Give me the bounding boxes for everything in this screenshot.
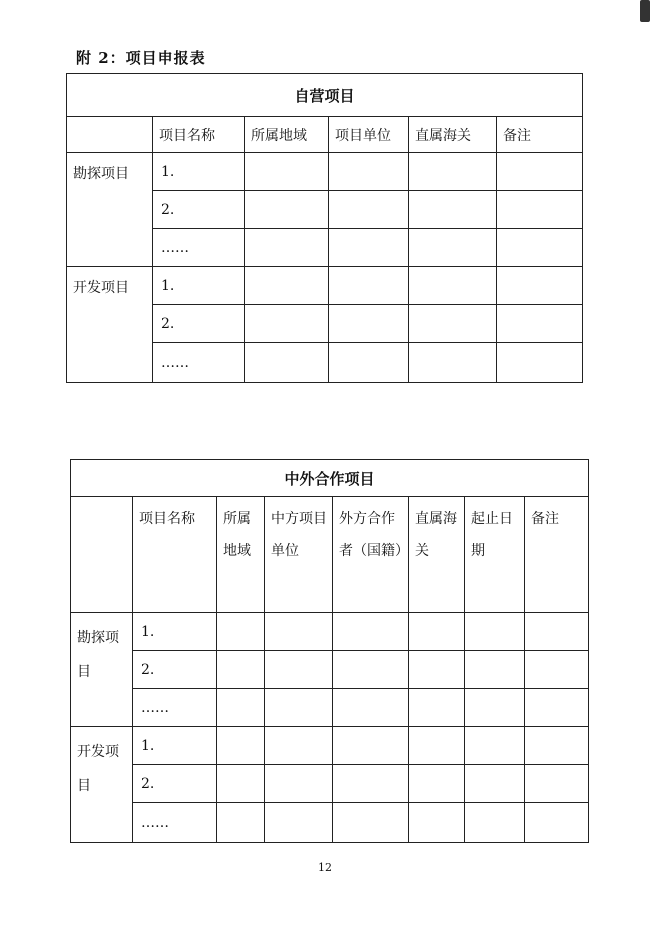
self-operated-projects-table [66,73,583,383]
table-row [71,613,589,651]
table2-item-number: 1. [133,727,217,765]
table2-category-development: 开发项目 [71,727,133,843]
table2-header-project-name: 项目名称 [133,497,217,613]
table1-category-exploration: 勘探项目 [67,153,153,267]
table1-header-region: 所属地域 [245,117,329,153]
table-row [71,727,589,765]
table2-header-region: 所属地域 [217,497,265,613]
table1-corner-cell [67,117,153,153]
table-row [71,689,589,727]
table-row [71,765,589,803]
table1-header-customs: 直属海关 [409,117,497,153]
table1-item-ellipsis: …… [153,229,245,267]
table2-item-number: 1. [133,613,217,651]
table-row [71,651,589,689]
table2-header-foreign-partner: 外方合作者（国籍） [333,497,409,613]
table1-item-number: 1. [153,153,245,191]
table-row [71,803,589,843]
table2-item-number: 2. [133,765,217,803]
table2-title: 中外合作项目 [71,460,589,497]
table1-item-number: 2. [153,305,245,343]
table1-category-development: 开发项目 [67,267,153,383]
table1-header-unit: 项目单位 [329,117,409,153]
table-row [67,153,583,191]
table2-header-dates: 起止日期 [465,497,525,613]
table1-title: 自营项目 [67,74,583,117]
table2-header-remarks: 备注 [525,497,589,613]
table1-header-project-name: 项目名称 [153,117,245,153]
table1-item-ellipsis: …… [153,343,245,383]
table2-item-number: 2. [133,651,217,689]
table1-item-number: 1. [153,267,245,305]
table2-corner-cell [71,497,133,613]
scan-mark [640,0,650,22]
table2-header-customs: 直属海关 [409,497,465,613]
table1-header-remarks: 备注 [497,117,583,153]
page-number: 12 [318,861,332,874]
table2-header-chinese-unit: 中方项目单位 [265,497,333,613]
table2-item-ellipsis: …… [133,689,217,727]
table-row [67,267,583,305]
table2-item-ellipsis: …… [133,803,217,843]
table2-category-exploration: 勘探项目 [71,613,133,727]
cooperation-projects-table [70,459,589,843]
form-heading: 附 2：项目申报表 [76,49,206,67]
table1-item-number: 2. [153,191,245,229]
